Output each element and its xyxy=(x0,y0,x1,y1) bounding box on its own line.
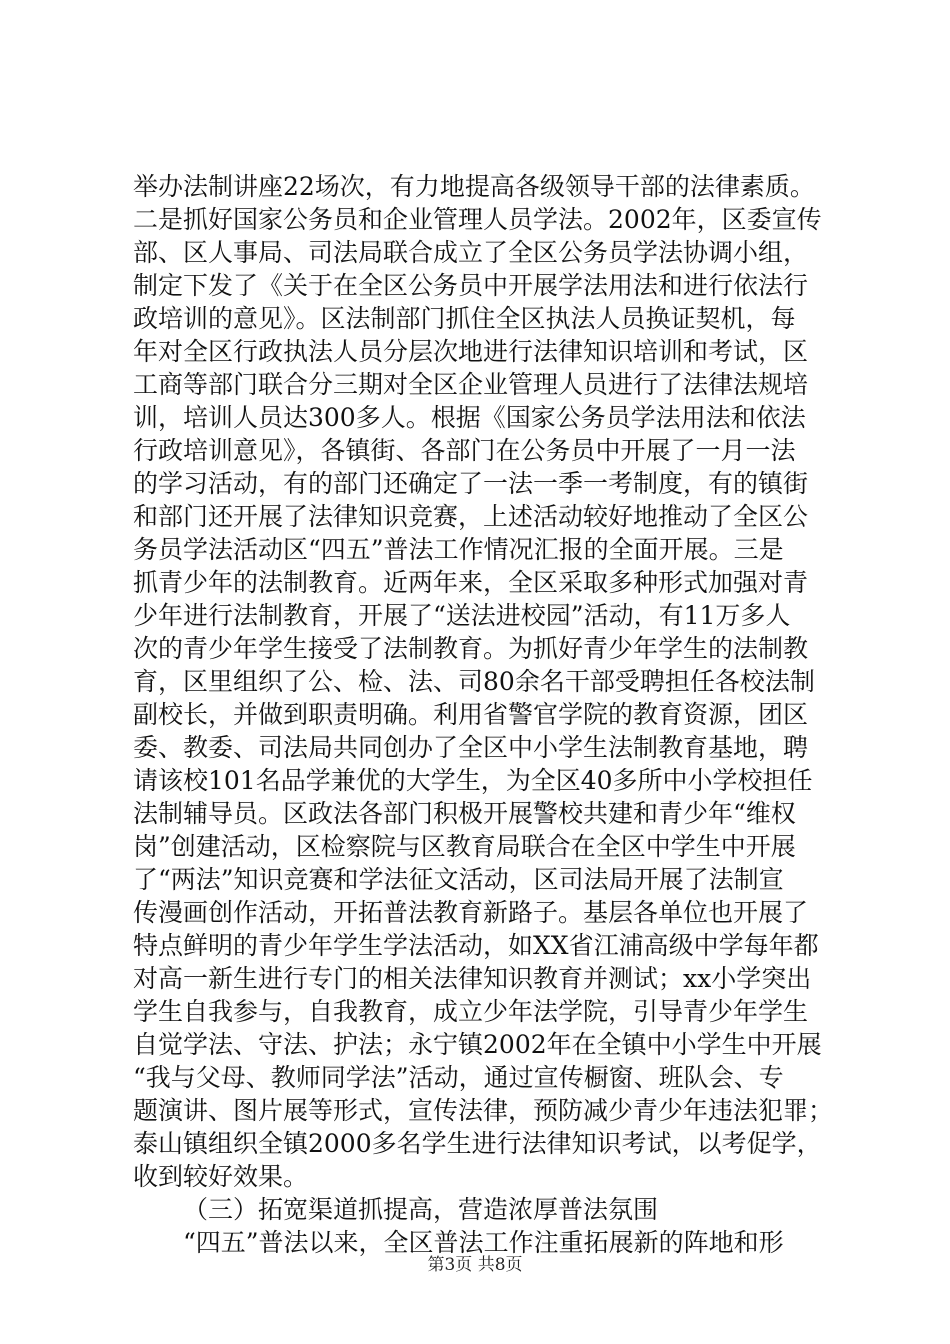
body-line: 副校长，并做到职责明确。利用省警官学院的教育资源，团区 xyxy=(133,700,809,729)
body-line: 对高一新生进行专门的相关法律知识教育并测试；xx小学突出 xyxy=(133,964,812,993)
body-line: 抓青少年的法制教育。近两年来，全区采取多种形式加强对青 xyxy=(133,568,809,597)
page-footer xyxy=(0,1253,950,1277)
body-line: 举办法制讲座22场次，有力地提高各级领导干部的法律素质。 xyxy=(133,172,815,201)
body-line: 的学习活动，有的部门还确定了一法一季一考制度，有的镇街 xyxy=(133,469,809,498)
body-line: 务员学法活动区“四五”普法工作情况汇报的全面开展。三是 xyxy=(133,535,784,564)
body-line: “四五”普法以来，全区普法工作注重拓展新的阵地和形 xyxy=(183,1228,784,1257)
body-line: 制定下发了《关于在全区公务员中开展学法用法和进行依法行 xyxy=(133,271,809,300)
body-line: 年对全区行政执法人员分层次地进行法律知识培训和考试，区 xyxy=(133,337,809,366)
body-line: 学生自我参与，自我教育，成立少年法学院，引导青少年学生 xyxy=(133,997,809,1026)
body-line: 委、教委、司法局共同创办了全区中小学生法制教育基地，聘 xyxy=(133,733,809,762)
body-line: 行政培训意见》，各镇街、各部门在公务员中开展了一月一法 xyxy=(133,436,796,465)
body-line: 收到较好效果。 xyxy=(133,1162,309,1191)
body-line: 法制辅导员。区政法各部门积极开展警校共建和青少年“维权 xyxy=(133,799,796,828)
body-line: 部、区人事局、司法局联合成立了全区公务员学法协调小组， xyxy=(133,238,809,267)
page-body xyxy=(133,170,853,1259)
body-line: 育，区里组织了公、检、法、司80余名干部受聘担任各校法制 xyxy=(133,667,815,696)
section-heading: （三）拓宽渠道抓提高，营造浓厚普法氛围 xyxy=(183,1195,659,1224)
body-line: 和部门还开展了法律知识竞赛，上述活动较好地推动了全区公 xyxy=(133,502,809,531)
body-line: 了“两法”知识竞赛和学法征文活动，区司法局开展了法制宣 xyxy=(133,865,784,894)
body-line: 次的青少年学生接受了法制教育。为抓好青少年学生的法制教 xyxy=(133,634,809,663)
body-line: 请该校101名品学兼优的大学生，为全区40多所中小学校担任 xyxy=(133,766,813,795)
page-number-label: 第3页 共8页 xyxy=(427,1255,523,1275)
body-line: 自觉学法、守法、护法；永宁镇2002年在全镇中小学生中开展 xyxy=(133,1030,822,1059)
body-line: 特点鲜明的青少年学生学法活动，如XX省江浦高级中学每年都 xyxy=(133,931,819,960)
body-line: 训，培训人员达300多人。根据《国家公务员学法用法和依法 xyxy=(133,403,806,432)
body-line: 二是抓好国家公务员和企业管理人员学法。2002年，区委宣传 xyxy=(133,205,822,234)
body-line: 岗”创建活动，区检察院与区教育局联合在全区中学生中开展 xyxy=(133,832,796,861)
body-line: 工商等部门联合分三期对全区企业管理人员进行了法律法规培 xyxy=(133,370,809,399)
body-line: 少年进行法制教育，开展了“送法进校园”活动，有11万多人 xyxy=(133,601,791,630)
body-line: 传漫画创作活动，开拓普法教育新路子。基层各单位也开展了 xyxy=(133,898,809,927)
body-line: 政培训的意见》。区法制部门抓住全区执法人员换证契机，每 xyxy=(133,304,796,333)
body-line: 题演讲、图片展等形式，宣传法律，预防减少青少年违法犯罪； xyxy=(133,1096,834,1125)
body-line: “我与父母、教师同学法”活动，通过宣传橱窗、班队会、专 xyxy=(133,1063,784,1092)
body-line: 泰山镇组织全镇2000多名学生进行法律知识考试，以考促学， xyxy=(133,1129,822,1158)
